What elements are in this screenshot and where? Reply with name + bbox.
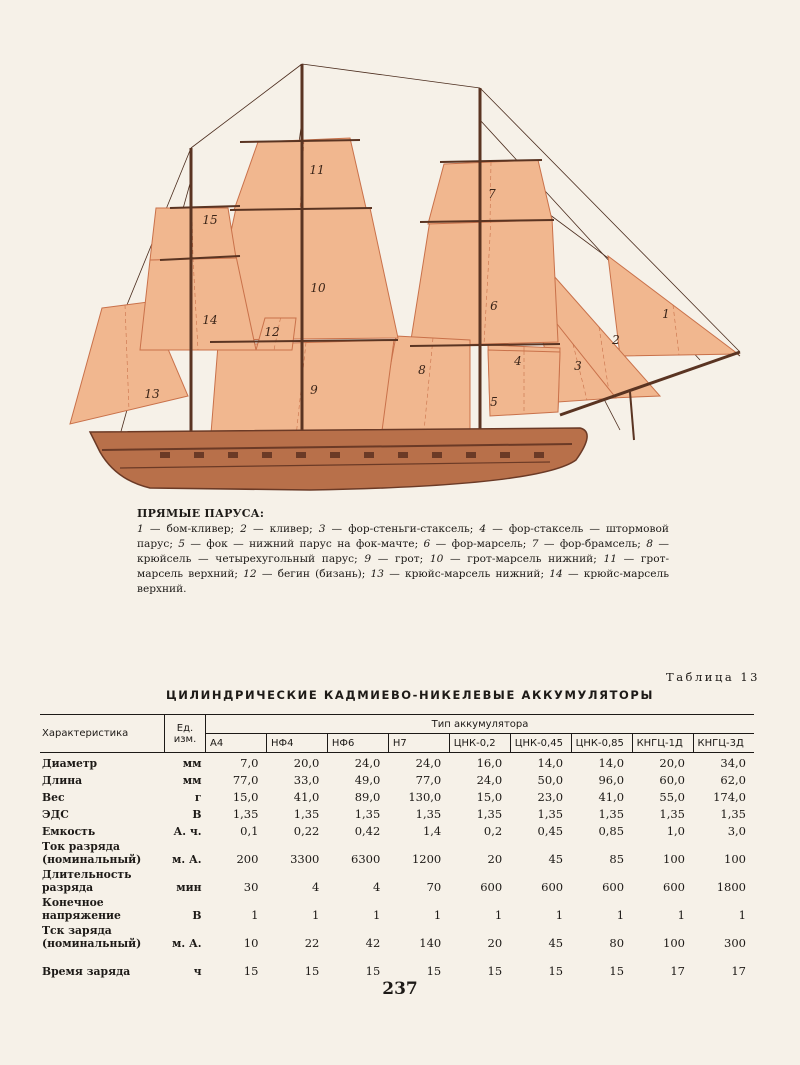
row-unit: м. А.: [172, 853, 202, 866]
table-cell: 49,0: [354, 773, 381, 787]
sail-number-label: 5: [490, 395, 498, 409]
caption-item-number: 9: [364, 553, 372, 565]
caption-items: 1 — бом-кливер; 2 — кливер; 3 — фор-стеньги-стаксель; 4 — фор-стаксель — штормовой парус; 5 — фок — нижний парус на фок-мачте; 6 — фор-марсель; 7 — фор-брамсель; 8 — крюйсель — четырехугольный парус; 9 — грот; 10 — грот-марсель нижний; 11 — грот-марсель верхний; 12 — бегин (бизань); 13 — крюйс-марсель нижний; 14 — крюйс-марсель верхний.: [137, 523, 670, 595]
table-cell: 1,35: [659, 807, 685, 821]
caption-item-number: 4: [479, 523, 487, 535]
yard: [170, 206, 240, 208]
sail-number-label: 14: [202, 313, 218, 327]
sail-number-label: 8: [418, 363, 426, 377]
table-cell: 140: [419, 936, 442, 950]
table-cell: 60,0: [659, 773, 685, 787]
row-unit: г: [194, 791, 202, 804]
table-cell: 10: [243, 936, 259, 950]
table-cell: 85: [609, 852, 625, 866]
caption-item-text: фор-стаксель — штормовой парус: [137, 523, 669, 550]
table-cell: 15: [304, 964, 320, 978]
sails-group: [70, 138, 738, 446]
caption-item-number: 14: [549, 568, 563, 580]
table-cell: 1,35: [232, 807, 259, 821]
caption-item-text: крюйс-марсель нижний: [405, 568, 541, 580]
table-cell: 15: [548, 964, 564, 978]
caption-item-number: 3: [318, 523, 326, 535]
hull: [90, 428, 587, 490]
caption-item-text: фор-стеньги-стаксель: [348, 523, 470, 535]
table-cell: 300: [724, 936, 746, 950]
table-cell: 24,0: [354, 756, 381, 770]
gun-port: [534, 452, 544, 458]
table-row: [40, 922, 754, 950]
table-cell: 600: [602, 880, 625, 894]
table-row: [40, 787, 754, 804]
caption-item-text: грот: [395, 553, 420, 565]
table-cell: 3300: [290, 852, 320, 866]
table-cell: 4: [312, 880, 320, 894]
gun-port: [296, 452, 306, 458]
row-unit: мин: [176, 881, 202, 894]
table-cell: 1: [616, 908, 625, 922]
caption-item-text: грот-марсель верхний: [137, 553, 670, 580]
table-cell: 200: [236, 852, 259, 866]
header-type-2: НФ6: [327, 734, 388, 753]
table-number: Таблица 13: [666, 670, 760, 684]
table-cell: 100: [724, 852, 746, 866]
gun-port: [194, 452, 204, 458]
table-cell: 1: [494, 908, 503, 922]
header-type-8: КНГЦ-3Д: [697, 737, 744, 749]
row-unit: мм: [182, 757, 202, 770]
row-unit: В: [192, 808, 202, 821]
table-cell: 50,0: [537, 773, 564, 787]
table-cell: 0,1: [240, 824, 259, 838]
row-unit: м. А.: [172, 937, 202, 950]
table-cell: 174,0: [713, 790, 746, 804]
table-cell: 1,35: [476, 807, 503, 821]
table-cell: 1,4: [422, 824, 442, 838]
table-cell: 1,35: [415, 807, 442, 821]
table-cell: 0,2: [483, 824, 503, 838]
caption-item-text: бегин (бизань): [277, 568, 362, 580]
sail-number-label: 9: [310, 383, 318, 397]
row-characteristic: Тск заряда (номинальный): [42, 924, 142, 950]
table-cell: 20,0: [659, 756, 685, 770]
table-cell: 600: [541, 880, 564, 894]
table-cell: 41,0: [598, 790, 625, 804]
table-cell: 15: [487, 964, 503, 978]
table-cell: 89,0: [354, 790, 381, 804]
table-cell: 15,0: [232, 790, 259, 804]
table-cell: 45: [548, 936, 564, 950]
table-cell: 1,0: [666, 824, 685, 838]
table-cell: 1,35: [598, 807, 625, 821]
caption-item-text: кливер: [269, 523, 310, 535]
header-type-1: НФ4: [266, 734, 327, 753]
caption-item-number: 13: [370, 568, 385, 580]
gun-port: [262, 452, 272, 458]
caption-title: ПРЯМЫЕ ПАРУСА:: [137, 507, 265, 520]
row-characteristic: Ток разряда (номинальный): [42, 840, 142, 866]
table-cell: 77,0: [415, 773, 442, 787]
table-cell: 1,35: [720, 807, 746, 821]
header-unit: Ед. изм.: [165, 715, 206, 753]
sail: [140, 256, 256, 350]
table-cell: 34,0: [720, 756, 746, 770]
table-cell: 17: [670, 964, 685, 978]
gun-port: [160, 452, 170, 458]
caption-item-text: крюйс-марсель верхний.: [137, 568, 669, 595]
battery-table: [40, 714, 754, 978]
gun-port: [398, 452, 408, 458]
caption-item-text: фок — нижний парус на фок-мачте: [206, 538, 415, 550]
table-cell: 30: [243, 880, 259, 894]
sail-number-label: 7: [488, 187, 496, 201]
table-row: [40, 866, 754, 894]
caption-item-text: фор-брамсель: [559, 538, 638, 550]
row-characteristic: ЭДС: [42, 808, 69, 821]
table-cell: 15: [365, 964, 381, 978]
sail-number-label: 4: [514, 354, 522, 368]
table-cell: 23,0: [537, 790, 564, 804]
row-unit: мм: [182, 774, 202, 787]
caption-item-number: 10: [429, 553, 444, 565]
table-cell: 0,22: [293, 824, 320, 838]
table-cell: 100: [663, 852, 685, 866]
sail-number-label: 3: [574, 359, 582, 373]
header-type-3: Н7: [388, 734, 449, 753]
sail-number-label: 10: [310, 281, 326, 295]
figure-caption: [137, 506, 669, 597]
gun-port: [432, 452, 442, 458]
caption-item-text: бом-кливер: [166, 523, 231, 535]
table-cell: 62,0: [720, 773, 746, 787]
sail-number-label: 15: [202, 213, 218, 227]
table-cell: 55,0: [659, 790, 685, 804]
gun-port: [466, 452, 476, 458]
caption-item-text: грот-марсель нижний: [467, 553, 594, 565]
header-type-4: ЦНК-0,2: [449, 734, 510, 753]
table-cell: 42: [365, 936, 381, 950]
ship-illustration: [60, 60, 760, 500]
sail-number-label: 6: [490, 299, 498, 313]
row-characteristic: Конечное напряжение: [42, 896, 121, 922]
row-characteristic: Емкость: [42, 825, 96, 838]
table-cell: 33,0: [293, 773, 320, 787]
caption-item-text: крюйсель — четырехугольный парус: [137, 553, 355, 565]
table-cell: 130,0: [408, 790, 442, 804]
table-title: ЦИЛИНДРИЧЕСКИЕ КАДМИЕВО-НИКЕЛЕВЫЕ АККУМУЛЯТОРЫ: [166, 688, 654, 702]
sail-number-label: 1: [662, 307, 670, 321]
sail-number-label: 11: [309, 163, 325, 177]
table-cell: 4: [372, 880, 381, 894]
caption-item-number: 8: [646, 538, 653, 550]
table-cell: 1,35: [293, 807, 320, 821]
caption-item-number: 11: [603, 553, 617, 565]
table-body: [40, 753, 754, 979]
caption-item-text: фор-марсель: [451, 538, 523, 550]
table-cell: 20: [487, 936, 503, 950]
table-row: [40, 821, 754, 838]
table-cell: 77,0: [232, 773, 259, 787]
table-cell: 24,0: [415, 756, 442, 770]
table-cell: 15: [609, 964, 625, 978]
table-cell: 45: [548, 852, 564, 866]
table-cell: 16,0: [476, 756, 503, 770]
table-cell: 80: [609, 936, 625, 950]
page-number: 237: [382, 979, 418, 999]
row-characteristic: Длительность разряда: [42, 868, 132, 894]
row-characteristic: Вес: [42, 791, 65, 804]
rigging-line: [302, 64, 480, 88]
header-type-0: А4: [206, 734, 267, 753]
caption-item-number: 1: [137, 523, 144, 535]
table-cell: 100: [663, 936, 685, 950]
table-cell: 20,0: [293, 756, 320, 770]
table-cell: 1: [433, 908, 442, 922]
table-cell: 1800: [716, 880, 746, 894]
sail: [234, 138, 366, 210]
sail-number-label: 2: [612, 333, 620, 347]
table-cell: 1: [251, 908, 259, 922]
table-cell: 3,0: [727, 824, 746, 838]
table-cell: 600: [663, 880, 685, 894]
table-cell: 24,0: [476, 773, 503, 787]
table-cell: 1: [555, 908, 564, 922]
sail: [410, 218, 558, 346]
table-cell: 14,0: [537, 756, 564, 770]
table-cell: 15: [426, 964, 442, 978]
table-header: [40, 715, 754, 753]
table-cell: 20: [487, 852, 503, 866]
table-cell: 0,85: [598, 824, 625, 838]
caption-item-number: 6: [423, 538, 431, 550]
row-unit: ч: [193, 965, 202, 978]
header-type-5: ЦНК-0,45: [510, 734, 571, 753]
caption-item-number: 12: [243, 568, 257, 580]
table-cell: 0,42: [354, 824, 381, 838]
table-cell: 1: [738, 908, 746, 922]
sail-number-label: 13: [144, 387, 160, 401]
rigging-line: [191, 64, 302, 148]
bow-spar: [630, 392, 634, 440]
table-cell: 6300: [351, 852, 381, 866]
table-cell: 15: [243, 964, 259, 978]
gun-port: [228, 452, 238, 458]
table-cell: 14,0: [598, 756, 625, 770]
table-cell: 17: [731, 964, 746, 978]
row-characteristic: Время заряда: [42, 965, 131, 978]
sail-number-label: 12: [264, 325, 280, 339]
table-cell: 600: [480, 880, 503, 894]
table-cell: 0,45: [537, 824, 564, 838]
table-cell: 7,0: [240, 756, 259, 770]
table-cell: 1,35: [537, 807, 564, 821]
gun-port: [330, 452, 340, 458]
table-cell: 22: [304, 936, 320, 950]
header-type-group: Тип аккумулятора: [206, 715, 755, 734]
table-cell: 41,0: [293, 790, 320, 804]
caption-item-number: 7: [531, 538, 539, 550]
table-cell: 1: [677, 908, 685, 922]
table-cell: 70: [426, 880, 442, 894]
table-cell: 1,35: [354, 807, 381, 821]
table-cell: 1: [372, 908, 381, 922]
table-row: [40, 770, 754, 787]
header-type-7: КНГЦ-1Д: [632, 734, 693, 753]
table-cell: 96,0: [598, 773, 625, 787]
row-characteristic: Диаметр: [42, 757, 98, 770]
header-characteristic: Характеристика: [40, 715, 165, 753]
table-row: [40, 753, 754, 771]
table-row: [40, 838, 754, 866]
table-row: [40, 950, 754, 978]
caption-item-number: 5: [178, 538, 186, 550]
caption-item-number: 2: [240, 523, 247, 535]
header-type-6: ЦНК-0,85: [571, 734, 632, 753]
table-cell: 15,0: [476, 790, 503, 804]
gun-port: [364, 452, 374, 458]
row-characteristic: Длина: [42, 774, 83, 787]
table-row: [40, 804, 754, 821]
table-cell: 1: [312, 908, 320, 922]
row-unit: В: [192, 909, 202, 922]
table-row: [40, 894, 754, 922]
gun-port: [500, 452, 510, 458]
table-cell: 1200: [411, 852, 442, 866]
row-unit: А. ч.: [173, 825, 202, 838]
